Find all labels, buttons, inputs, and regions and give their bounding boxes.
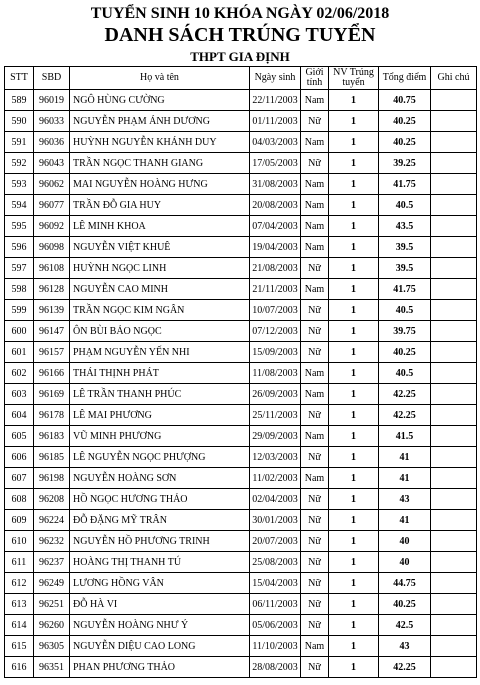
col-header-dob: Ngày sinh xyxy=(250,67,301,90)
name-cell: HOÀNG THỊ THANH TÚ xyxy=(70,552,250,573)
name-cell: MAI NGUYỄN HOÀNG HƯNG xyxy=(70,174,250,195)
nv-cell: 1 xyxy=(329,342,379,363)
score-cell: 40.5 xyxy=(379,195,431,216)
nv-cell: 1 xyxy=(329,468,379,489)
note-cell xyxy=(431,237,477,258)
sex-cell: Nữ xyxy=(301,531,329,552)
name-cell: LÊ MINH KHOA xyxy=(70,216,250,237)
sex-cell: Nam xyxy=(301,363,329,384)
name-cell: NGÔ HÙNG CƯỜNG xyxy=(70,90,250,111)
sex-cell: Nữ xyxy=(301,405,329,426)
table-header-row xyxy=(5,67,477,90)
table-row xyxy=(5,573,477,594)
stt-cell: 608 xyxy=(5,489,34,510)
dob-cell: 21/08/2003 xyxy=(250,258,301,279)
note-cell xyxy=(431,195,477,216)
sbd-cell: 96092 xyxy=(34,216,70,237)
nv-cell: 1 xyxy=(329,615,379,636)
score-cell: 41.75 xyxy=(379,279,431,300)
stt-cell: 603 xyxy=(5,384,34,405)
dob-cell: 26/09/2003 xyxy=(250,384,301,405)
dob-cell: 06/11/2003 xyxy=(250,594,301,615)
name-cell: TRẦN ĐỖ GIA HUY xyxy=(70,195,250,216)
sex-cell: Nữ xyxy=(301,573,329,594)
stt-cell: 611 xyxy=(5,552,34,573)
table-row xyxy=(5,300,477,321)
dob-cell: 07/04/2003 xyxy=(250,216,301,237)
score-cell: 40.25 xyxy=(379,132,431,153)
note-cell xyxy=(431,447,477,468)
stt-cell: 590 xyxy=(5,111,34,132)
nv-cell: 1 xyxy=(329,237,379,258)
sex-cell: Nam xyxy=(301,468,329,489)
score-cell: 42.5 xyxy=(379,615,431,636)
table-row xyxy=(5,657,477,678)
stt-cell: 593 xyxy=(5,174,34,195)
note-cell xyxy=(431,657,477,678)
score-cell: 40.5 xyxy=(379,300,431,321)
sex-cell: Nam xyxy=(301,384,329,405)
note-cell xyxy=(431,300,477,321)
stt-cell: 595 xyxy=(5,216,34,237)
nv-cell: 1 xyxy=(329,153,379,174)
note-cell xyxy=(431,111,477,132)
col-header-sbd: SBD xyxy=(34,67,70,90)
score-cell: 44.75 xyxy=(379,573,431,594)
nv-cell: 1 xyxy=(329,447,379,468)
sex-cell: Nam xyxy=(301,216,329,237)
table-row xyxy=(5,531,477,552)
table-row xyxy=(5,258,477,279)
name-cell: LÊ MAI PHƯƠNG xyxy=(70,405,250,426)
list-title: DANH SÁCH TRÚNG TUYỂN xyxy=(104,24,376,46)
nv-cell: 1 xyxy=(329,489,379,510)
name-cell: TRẦN NGỌC THANH GIANG xyxy=(70,153,250,174)
note-cell xyxy=(431,468,477,489)
sbd-cell: 96147 xyxy=(34,321,70,342)
nv-cell: 1 xyxy=(329,405,379,426)
score-cell: 41 xyxy=(379,510,431,531)
name-cell: NGUYỄN VIỆT KHUÊ xyxy=(70,237,250,258)
nv-cell: 1 xyxy=(329,111,379,132)
name-cell: THÁI THỊNH PHÁT xyxy=(70,363,250,384)
table-row xyxy=(5,552,477,573)
sbd-cell: 96166 xyxy=(34,363,70,384)
dob-cell: 22/11/2003 xyxy=(250,90,301,111)
sex-cell: Nữ xyxy=(301,447,329,468)
col-header-stt: STT xyxy=(5,67,34,90)
note-cell xyxy=(431,258,477,279)
note-cell xyxy=(431,573,477,594)
note-cell xyxy=(431,405,477,426)
dob-cell: 11/08/2003 xyxy=(250,363,301,384)
name-cell: PHẠM NGUYỄN YẾN NHI xyxy=(70,342,250,363)
nv-cell: 1 xyxy=(329,573,379,594)
sbd-cell: 96108 xyxy=(34,258,70,279)
sbd-cell: 96208 xyxy=(34,489,70,510)
sbd-cell: 96232 xyxy=(34,531,70,552)
sex-cell: Nữ xyxy=(301,111,329,132)
sbd-cell: 96098 xyxy=(34,237,70,258)
table-row xyxy=(5,426,477,447)
score-cell: 43 xyxy=(379,636,431,657)
table-row xyxy=(5,132,477,153)
nv-cell: 1 xyxy=(329,384,379,405)
dob-cell: 11/10/2003 xyxy=(250,636,301,657)
score-cell: 40 xyxy=(379,531,431,552)
note-cell xyxy=(431,531,477,552)
table-row xyxy=(5,279,477,300)
nv-cell: 1 xyxy=(329,216,379,237)
table-row xyxy=(5,615,477,636)
dob-cell: 28/08/2003 xyxy=(250,657,301,678)
sex-cell: Nữ xyxy=(301,489,329,510)
sbd-cell: 96185 xyxy=(34,447,70,468)
sex-cell: Nam xyxy=(301,132,329,153)
col-header-sex: Giới tính xyxy=(301,67,329,90)
note-cell xyxy=(431,510,477,531)
note-cell xyxy=(431,279,477,300)
nv-cell: 1 xyxy=(329,258,379,279)
dob-cell: 10/07/2003 xyxy=(250,300,301,321)
note-cell xyxy=(431,636,477,657)
dob-cell: 12/03/2003 xyxy=(250,447,301,468)
sbd-cell: 96251 xyxy=(34,594,70,615)
score-cell: 39.5 xyxy=(379,237,431,258)
score-cell: 42.25 xyxy=(379,657,431,678)
dob-cell: 20/07/2003 xyxy=(250,531,301,552)
score-cell: 43 xyxy=(379,489,431,510)
stt-cell: 598 xyxy=(5,279,34,300)
table-row xyxy=(5,321,477,342)
sex-cell: Nam xyxy=(301,90,329,111)
note-cell xyxy=(431,384,477,405)
name-cell: VŨ MINH PHƯƠNG xyxy=(70,426,250,447)
score-cell: 41 xyxy=(379,468,431,489)
dob-cell: 19/04/2003 xyxy=(250,237,301,258)
nv-cell: 1 xyxy=(329,174,379,195)
name-cell: PHAN PHƯƠNG THẢO xyxy=(70,657,250,678)
sbd-cell: 96077 xyxy=(34,195,70,216)
nv-cell: 1 xyxy=(329,195,379,216)
score-cell: 41 xyxy=(379,447,431,468)
stt-cell: 604 xyxy=(5,405,34,426)
sbd-cell: 96260 xyxy=(34,615,70,636)
score-cell: 41.5 xyxy=(379,426,431,447)
sex-cell: Nữ xyxy=(301,594,329,615)
dob-cell: 17/05/2003 xyxy=(250,153,301,174)
table-row xyxy=(5,510,477,531)
stt-cell: 615 xyxy=(5,636,34,657)
dob-cell: 25/11/2003 xyxy=(250,405,301,426)
dob-cell: 02/04/2003 xyxy=(250,489,301,510)
note-cell xyxy=(431,153,477,174)
sbd-cell: 96237 xyxy=(34,552,70,573)
nv-cell: 1 xyxy=(329,300,379,321)
dob-cell: 15/09/2003 xyxy=(250,342,301,363)
note-cell xyxy=(431,594,477,615)
table-row xyxy=(5,363,477,384)
stt-cell: 591 xyxy=(5,132,34,153)
table-row xyxy=(5,174,477,195)
nv-cell: 1 xyxy=(329,636,379,657)
name-cell: ĐỖ HÀ VI xyxy=(70,594,250,615)
score-cell: 40.25 xyxy=(379,594,431,615)
dob-cell: 31/08/2003 xyxy=(250,174,301,195)
dob-cell: 29/09/2003 xyxy=(250,426,301,447)
table-row xyxy=(5,342,477,363)
name-cell: ÔN BÙI BẢO NGỌC xyxy=(70,321,250,342)
table-row xyxy=(5,384,477,405)
score-cell: 39.25 xyxy=(379,153,431,174)
table-row xyxy=(5,111,477,132)
stt-cell: 609 xyxy=(5,510,34,531)
dob-cell: 15/04/2003 xyxy=(250,573,301,594)
table-row xyxy=(5,489,477,510)
sex-cell: Nữ xyxy=(301,552,329,573)
sbd-cell: 96019 xyxy=(34,90,70,111)
dob-cell: 21/11/2003 xyxy=(250,279,301,300)
sex-cell: Nam xyxy=(301,279,329,300)
stt-cell: 589 xyxy=(5,90,34,111)
score-cell: 42.25 xyxy=(379,405,431,426)
name-cell: NGUYỄN HOÀNG NHƯ Ý xyxy=(70,615,250,636)
dob-cell: 25/08/2003 xyxy=(250,552,301,573)
nv-cell: 1 xyxy=(329,279,379,300)
note-cell xyxy=(431,615,477,636)
name-cell: HUỲNH NGUYỄN KHÁNH DUY xyxy=(70,132,250,153)
score-cell: 40.25 xyxy=(379,342,431,363)
sbd-cell: 96157 xyxy=(34,342,70,363)
stt-cell: 605 xyxy=(5,426,34,447)
sex-cell: Nữ xyxy=(301,510,329,531)
table-row xyxy=(5,216,477,237)
sex-cell: Nữ xyxy=(301,657,329,678)
name-cell: NGUYỄN HOÀNG SƠN xyxy=(70,468,250,489)
note-cell xyxy=(431,216,477,237)
stt-cell: 613 xyxy=(5,594,34,615)
nv-cell: 1 xyxy=(329,426,379,447)
dob-cell: 04/03/2003 xyxy=(250,132,301,153)
nv-cell: 1 xyxy=(329,531,379,552)
sbd-cell: 96169 xyxy=(34,384,70,405)
sex-cell: Nữ xyxy=(301,321,329,342)
note-cell xyxy=(431,90,477,111)
name-cell: ĐỖ ĐẶNG MỸ TRÂN xyxy=(70,510,250,531)
stt-cell: 614 xyxy=(5,615,34,636)
sex-cell: Nữ xyxy=(301,300,329,321)
sex-cell: Nam xyxy=(301,426,329,447)
sbd-cell: 96198 xyxy=(34,468,70,489)
stt-cell: 607 xyxy=(5,468,34,489)
stt-cell: 612 xyxy=(5,573,34,594)
table-row xyxy=(5,237,477,258)
nv-cell: 1 xyxy=(329,363,379,384)
sbd-cell: 96224 xyxy=(34,510,70,531)
note-cell xyxy=(431,489,477,510)
sbd-cell: 96043 xyxy=(34,153,70,174)
sex-cell: Nữ xyxy=(301,615,329,636)
sex-cell: Nữ xyxy=(301,153,329,174)
table-row xyxy=(5,636,477,657)
sbd-cell: 96139 xyxy=(34,300,70,321)
stt-cell: 599 xyxy=(5,300,34,321)
table-row xyxy=(5,447,477,468)
stt-cell: 600 xyxy=(5,321,34,342)
sex-cell: Nam xyxy=(301,174,329,195)
sbd-cell: 96249 xyxy=(34,573,70,594)
col-header-note: Ghi chú xyxy=(431,67,477,90)
name-cell: TRẦN NGỌC KIM NGÂN xyxy=(70,300,250,321)
dob-cell: 11/02/2003 xyxy=(250,468,301,489)
sbd-cell: 96033 xyxy=(34,111,70,132)
name-cell: NGUYỄN PHẠM ÁNH DƯƠNG xyxy=(70,111,250,132)
sbd-cell: 96062 xyxy=(34,174,70,195)
stt-cell: 596 xyxy=(5,237,34,258)
note-cell xyxy=(431,552,477,573)
stt-cell: 601 xyxy=(5,342,34,363)
score-cell: 41.75 xyxy=(379,174,431,195)
sbd-cell: 96351 xyxy=(34,657,70,678)
sex-cell: Nam xyxy=(301,636,329,657)
score-cell: 40.25 xyxy=(379,111,431,132)
note-cell xyxy=(431,342,477,363)
dob-cell: 07/12/2003 xyxy=(250,321,301,342)
table-row xyxy=(5,195,477,216)
stt-cell: 602 xyxy=(5,363,34,384)
dob-cell: 05/06/2003 xyxy=(250,615,301,636)
col-header-name: Họ và tên xyxy=(70,67,250,90)
nv-cell: 1 xyxy=(329,132,379,153)
dob-cell: 01/11/2003 xyxy=(250,111,301,132)
admission-table xyxy=(4,66,477,678)
score-cell: 40.75 xyxy=(379,90,431,111)
col-header-nv: NV Trúng tuyển xyxy=(329,67,379,90)
stt-cell: 594 xyxy=(5,195,34,216)
sbd-cell: 96305 xyxy=(34,636,70,657)
stt-cell: 610 xyxy=(5,531,34,552)
note-cell xyxy=(431,321,477,342)
nv-cell: 1 xyxy=(329,594,379,615)
stt-cell: 616 xyxy=(5,657,34,678)
score-cell: 42.25 xyxy=(379,384,431,405)
score-cell: 40 xyxy=(379,552,431,573)
sex-cell: Nữ xyxy=(301,258,329,279)
nv-cell: 1 xyxy=(329,321,379,342)
nv-cell: 1 xyxy=(329,510,379,531)
note-cell xyxy=(431,363,477,384)
name-cell: LƯƠNG HỒNG VÂN xyxy=(70,573,250,594)
score-cell: 43.5 xyxy=(379,216,431,237)
sex-cell: Nam xyxy=(301,237,329,258)
table-row xyxy=(5,153,477,174)
score-cell: 40.5 xyxy=(379,363,431,384)
name-cell: HUỲNH NGỌC LINH xyxy=(70,258,250,279)
table-row xyxy=(5,90,477,111)
nv-cell: 1 xyxy=(329,90,379,111)
dob-cell: 20/08/2003 xyxy=(250,195,301,216)
exam-title: TUYỂN SINH 10 KHÓA NGÀY 02/06/2018 xyxy=(90,5,390,22)
table-row xyxy=(5,468,477,489)
dob-cell: 30/01/2003 xyxy=(250,510,301,531)
school-name: THPT GIA ĐỊNH xyxy=(190,49,290,64)
sbd-cell: 96036 xyxy=(34,132,70,153)
sbd-cell: 96183 xyxy=(34,426,70,447)
name-cell: LÊ TRẦN THANH PHÚC xyxy=(70,384,250,405)
table-row xyxy=(5,405,477,426)
sbd-cell: 96128 xyxy=(34,279,70,300)
note-cell xyxy=(431,174,477,195)
name-cell: NGUYỄN CAO MINH xyxy=(70,279,250,300)
stt-cell: 597 xyxy=(5,258,34,279)
sex-cell: Nam xyxy=(301,195,329,216)
table-row xyxy=(5,594,477,615)
stt-cell: 592 xyxy=(5,153,34,174)
note-cell xyxy=(431,132,477,153)
nv-cell: 1 xyxy=(329,552,379,573)
nv-cell: 1 xyxy=(329,657,379,678)
score-cell: 39.75 xyxy=(379,321,431,342)
name-cell: HỒ NGỌC HƯƠNG THẢO xyxy=(70,489,250,510)
col-header-score: Tổng điểm xyxy=(379,67,431,90)
name-cell: NGUYỄN DIỆU CAO LONG xyxy=(70,636,250,657)
sbd-cell: 96178 xyxy=(34,405,70,426)
note-cell xyxy=(431,426,477,447)
name-cell: NGUYỄN HỒ PHƯƠNG TRINH xyxy=(70,531,250,552)
stt-cell: 606 xyxy=(5,447,34,468)
sex-cell: Nữ xyxy=(301,342,329,363)
name-cell: LÊ NGUYỄN NGỌC PHƯỢNG xyxy=(70,447,250,468)
score-cell: 39.5 xyxy=(379,258,431,279)
